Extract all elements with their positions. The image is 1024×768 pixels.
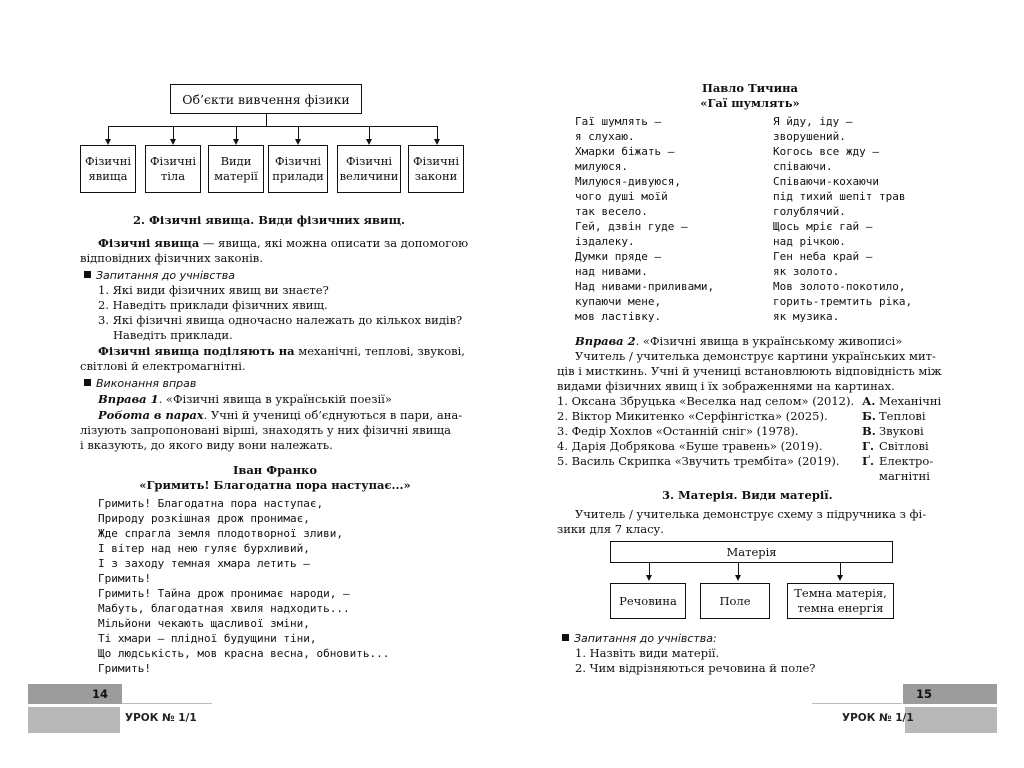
poem-line: І з заходу темная хмара летить — — [98, 557, 310, 570]
diagram-child-box — [337, 145, 401, 193]
diagram-connector — [840, 563, 841, 575]
answer-letter: В. — [862, 424, 876, 438]
poem-line: я слухаю. — [575, 130, 635, 143]
question-item: 1. Назвіть види матерії. — [575, 646, 720, 660]
bullet-square-icon — [562, 634, 569, 641]
answer-word: Механічні — [879, 394, 942, 408]
footer-rule — [122, 703, 212, 704]
poem-line: як золото. — [773, 265, 840, 278]
poem-line: Гримить! Тайна дрож пронимає народи, — — [98, 587, 350, 600]
diagram-child-line: Фізичні — [345, 154, 393, 168]
definition-line — [98, 236, 468, 251]
diagram-connector — [369, 126, 370, 139]
diagram-root-box — [170, 84, 362, 114]
questions-header: Запитання до учнівства — [84, 268, 235, 283]
diagram-child-box — [80, 145, 136, 193]
diagram-child-line: Фізичні — [412, 154, 460, 168]
exercise-2-title: Вправа 2. «Фізичні явища в українському живописі» — [575, 334, 903, 348]
poem-line: так весело. — [575, 205, 648, 218]
page-number: 14 — [92, 687, 109, 701]
classification-line: світлові й електромагнітні. — [80, 359, 246, 373]
diagram-child-box — [208, 145, 264, 193]
answer-word: Світлові — [879, 439, 929, 453]
painting-item: 3. Федір Хохлов «Останній сніг» (1978). — [557, 424, 799, 438]
pairs-line: Робота в парах. Учні й учениці об’єднуються в пари, ана- — [98, 408, 463, 422]
exercise-2-line: Учитель / учителька демонструє картини українських мит- — [575, 349, 936, 363]
definition-line: відповідних фізичних законів. — [80, 251, 263, 265]
answer-word: магнітні — [879, 469, 930, 483]
poem-line: Ті хмари — плідної будущини тіни, — [98, 632, 317, 645]
poem-author: Іван Франко — [232, 463, 318, 477]
poem-line: І вітер над нею гуляє бурхливий, — [98, 542, 310, 555]
diagram-child-line: матерії — [214, 169, 258, 183]
poem-line: Ген неба край — — [773, 250, 873, 263]
page-number: 15 — [916, 687, 933, 701]
definition-text: — явища, які можна описати за допомогою — [199, 236, 469, 250]
diagram-arrow — [735, 575, 741, 581]
poem-line: над річкою. — [773, 235, 846, 248]
diagram-child-box — [268, 145, 328, 193]
matter-child-box — [700, 583, 770, 619]
painting-item: 4. Дарія Добрякова «Буше травень» (2019). — [557, 439, 823, 453]
classification-text: механічні, теплові, звукові, — [294, 344, 465, 358]
definition-term: Фізичні явища — [98, 236, 200, 250]
diagram-arrow — [837, 575, 843, 581]
section-3-line: зики для 7 класу. — [557, 522, 664, 536]
footer-bar — [28, 707, 120, 733]
poem-line: Мабуть, благодатная хвиля надходить... — [98, 602, 350, 615]
exercise-1-title: Вправа 1. «Фізичні явища в українській поезії» — [98, 392, 392, 406]
poem-line: горить-тремтить ріка, — [773, 295, 913, 308]
poem-line: купаючи мене, — [575, 295, 662, 308]
matter-child-box — [610, 583, 686, 619]
exercises-header: Виконання вправ — [84, 376, 196, 391]
diagram-child-line: явища — [88, 169, 128, 183]
poem-line: Гей, дзвін гуде — — [575, 220, 688, 233]
diagram-connector — [108, 126, 109, 139]
question-item: 1. Які види фізичних явищ ви знаєте? — [98, 283, 329, 297]
section-title: 3. Матерія. Види матерії. — [662, 488, 833, 502]
diagram-child-line: Фізичні — [84, 154, 132, 168]
poem-line: Щось мріє гай — — [773, 220, 873, 233]
footer-bar — [905, 707, 997, 733]
matter-child-line: темна енергія — [797, 601, 884, 615]
footer-rule — [812, 703, 902, 704]
poem-line: чого душі моїй — [575, 190, 668, 203]
diagram-child-line: тіла — [160, 169, 186, 183]
answer-word: Електро- — [879, 454, 934, 468]
poem-line: мов ластівку. — [575, 310, 662, 323]
diagram-child-line: закони — [414, 169, 458, 183]
pairs-line: лізують запропоновані вірші, знаходять у них фізичні явища — [80, 423, 451, 437]
matter-child-label: Поле — [719, 593, 751, 608]
poem-line: як музика. — [773, 310, 840, 323]
diagram-connector — [298, 126, 299, 139]
diagram-connector — [738, 563, 739, 575]
poem-line: під тихий шепіт трав — [773, 190, 906, 203]
poem-author: Павло Тичина — [702, 81, 798, 95]
poem-line: Що людськість, мов красна весна, обновить... — [98, 647, 390, 660]
poem-line: Над нивами-приливами, — [575, 280, 715, 293]
answer-letter: Ґ. — [862, 454, 875, 468]
poem-line: Я йду, іду — — [773, 115, 853, 128]
answer-letter: Г. — [862, 439, 874, 453]
pairs-line: і вказують, до якого виду вони належать. — [80, 438, 333, 452]
question-item: 2. Наведіть приклади фізичних явищ. — [98, 298, 328, 312]
diagram-child-line: величини — [339, 169, 399, 183]
poem-line: Милуюся-дивуюся, — [575, 175, 681, 188]
poem-line: Думки пряде — — [575, 250, 662, 263]
diagram-connector — [108, 126, 438, 127]
footer-lesson-label: УРОК № 1/1 — [842, 712, 914, 724]
matter-root-box — [610, 541, 893, 563]
poem-line: Співаючи-кохаючи — [773, 175, 879, 188]
classification-bold: Фізичні явища поділяють на — [98, 344, 295, 358]
diagram-child-line: прилади — [272, 169, 324, 183]
poem-line: іздалеку. — [575, 235, 635, 248]
diagram-connector — [266, 114, 267, 126]
poem-line: співаючи. — [773, 160, 833, 173]
answer-letter: А. — [862, 394, 876, 408]
poem-line: Природу розкішная дрож пронимає, — [98, 512, 310, 525]
exercise-2-line: видами фізичних явищ і їх зображеннями на картинах. — [557, 379, 895, 393]
matter-child-box — [787, 583, 894, 619]
poem-line: Хмарки біжать — — [575, 145, 675, 158]
poem-line: над нивами. — [575, 265, 648, 278]
diagram-child-line: Фізичні — [274, 154, 322, 168]
diagram-child-box — [408, 145, 464, 193]
diagram-connector — [236, 126, 237, 139]
answer-letter: Б. — [862, 409, 876, 423]
diagram-arrow — [646, 575, 652, 581]
diagram-connector — [173, 126, 174, 139]
poem-line: милуюся. — [575, 160, 628, 173]
poem-title: «Гримить! Благодатна пора наступає...» — [139, 478, 411, 492]
poem-line: голублячий. — [773, 205, 846, 218]
poem-line: Гримить! — [98, 572, 151, 585]
poem-line: Гримить! — [98, 662, 151, 675]
answer-word: Теплові — [879, 409, 926, 423]
matter-root-label: Матерія — [726, 544, 777, 559]
matter-child-line: Темна матерія, — [794, 586, 887, 600]
exercise-2-line: ців і мисткинь. Учні й учениці встановлюють відповідність між — [557, 364, 942, 378]
painting-item: 2. Віктор Микитенко «Серфінгістка» (2025). — [557, 409, 828, 423]
section-title: 2. Фізичні явища. Види фізичних явищ. — [133, 213, 406, 227]
questions-header: Запитання до учнівства: — [562, 631, 717, 646]
matter-child-label: Речовина — [619, 593, 677, 608]
question-item: 3. Які фізичні явища одночасно належать до кількох видів? — [98, 313, 463, 327]
diagram-child-line: Види — [220, 154, 252, 168]
painting-item: 5. Василь Скрипка «Звучить трембіта» (2019). — [557, 454, 840, 468]
question-item: 2. Чим відрізняються речовина й поле? — [575, 661, 816, 675]
poem-line: Мільйони чекають щасливої зміни, — [98, 617, 310, 630]
diagram-child-box — [145, 145, 201, 193]
diagram-connector — [437, 126, 438, 139]
diagram-child-line: Фізичні — [149, 154, 197, 168]
bullet-square-icon — [84, 271, 91, 278]
poem-line: Гаї шумлять — — [575, 115, 662, 128]
diagram-root-label: Об’єкти вивчення фізики — [182, 91, 350, 107]
diagram-connector — [649, 563, 650, 575]
poem-line: Когось все жду — — [773, 145, 879, 158]
classification-line — [98, 344, 465, 359]
answer-word: Звукові — [879, 424, 924, 438]
poem-line: зворушений. — [773, 130, 846, 143]
footer-lesson-label: УРОК № 1/1 — [125, 712, 197, 724]
section-3-line: Учитель / учителька демонструє схему з підручника з фі- — [575, 507, 927, 521]
poem-line: Жде спрагла земля плодотворної зливи, — [98, 527, 344, 540]
poem-line: Гримить! Благодатна пора наступає, — [98, 497, 324, 510]
painting-item: 1. Оксана Збруцька «Веселка над селом» (2012). — [557, 394, 855, 408]
poem-line: Мов золото-покотило, — [773, 280, 906, 293]
question-item: Наведіть приклади. — [113, 328, 233, 342]
bullet-square-icon — [84, 379, 91, 386]
poem-title: «Гаї шумлять» — [700, 96, 800, 110]
